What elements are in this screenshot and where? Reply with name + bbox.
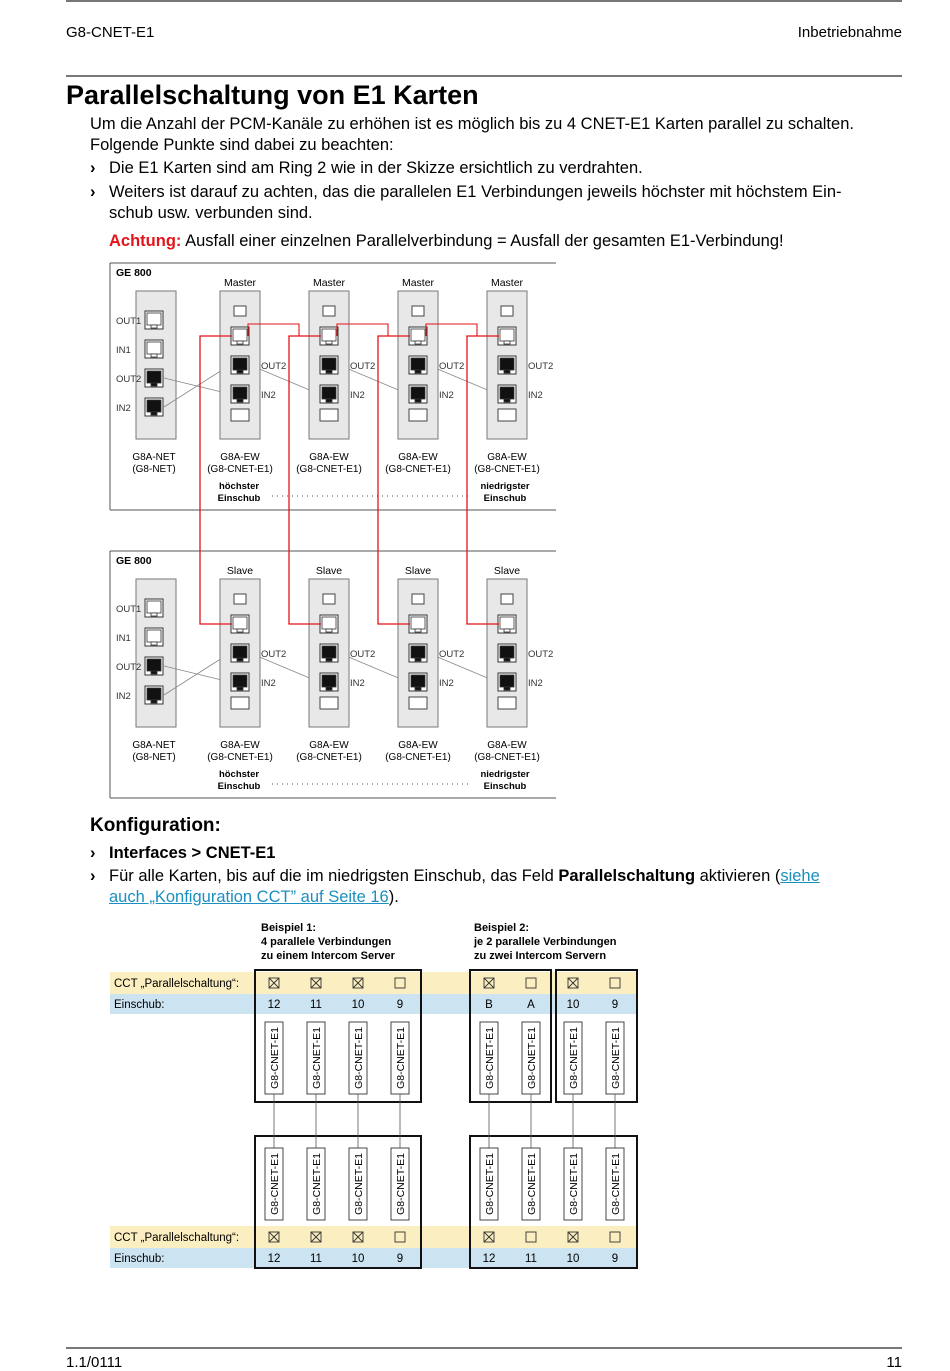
card-out2-label: OUT2	[439, 649, 465, 660]
slot-number: A	[527, 999, 535, 1011]
upper-card	[480, 1022, 498, 1094]
card-label: G8-CNET-E1	[484, 1153, 496, 1215]
slot-number: 9	[396, 1253, 404, 1265]
ew-card	[474, 277, 553, 475]
net-port	[145, 657, 163, 675]
net-port-label: IN1	[116, 633, 131, 644]
slot-number: 9	[396, 999, 404, 1011]
lower-card	[564, 1148, 582, 1220]
card-name: G8A-EW	[309, 452, 349, 463]
top-slot-row	[110, 994, 637, 1014]
parallel-example-diagram	[0, 915, 950, 1275]
card-led-block	[412, 594, 424, 604]
example2-heading: zu zwei Intercom Servern	[474, 950, 607, 962]
header-divider	[66, 75, 902, 77]
chevron-right-icon: ›	[90, 844, 96, 862]
example1-heading: Beispiel 1:	[261, 922, 317, 934]
card-label: G8-CNET-E1	[526, 1027, 538, 1089]
card-role-label: Master	[401, 277, 435, 289]
card-in2-label: IN2	[528, 390, 543, 401]
config-text: Für alle Karten, bis auf die im niedrigsten Einschub, das Feld	[109, 867, 559, 885]
card-role-label: Master	[223, 277, 257, 289]
card-in2-label: IN2	[439, 390, 454, 401]
card-port-ring	[409, 327, 427, 345]
card-name: G8A-EW	[487, 740, 527, 751]
net-port-label: IN1	[116, 345, 131, 356]
net-port	[145, 369, 163, 387]
card-label: G8-CNET-E1	[568, 1153, 580, 1215]
card-type: (G8-CNET-E1)	[474, 752, 540, 763]
lower-card	[606, 1148, 624, 1220]
net-port-label: OUT2	[116, 374, 142, 385]
lower-card	[480, 1148, 498, 1220]
card-role-label: Slave	[226, 565, 254, 577]
upper-card	[265, 1022, 283, 1094]
card-port-in2	[231, 385, 249, 403]
net-port-label: IN2	[116, 403, 131, 414]
net-port	[145, 340, 163, 358]
example2-heading: je 2 parallele Verbindungen	[474, 936, 617, 948]
card-role-label: Slave	[493, 565, 521, 577]
card-connector	[409, 409, 427, 421]
ew-card	[385, 277, 464, 475]
card-port-out2	[409, 644, 427, 662]
lower-card	[349, 1148, 367, 1220]
page-number: 11	[886, 1354, 902, 1371]
card-port-out2	[320, 644, 338, 662]
upper-card	[522, 1022, 540, 1094]
net-card-type: (G8-NET)	[132, 464, 176, 475]
card-in2-label: IN2	[350, 678, 365, 689]
card-name: G8A-EW	[398, 740, 438, 751]
net-port	[145, 599, 163, 617]
net-port	[145, 628, 163, 646]
card-type: (G8-CNET-E1)	[207, 464, 273, 475]
card-label: G8-CNET-E1	[353, 1027, 365, 1089]
ew-card	[207, 277, 286, 475]
header-doc-id: G8-CNET-E1	[66, 24, 155, 41]
intro-line-2: Folgende Punkte sind dabei zu beachten:	[90, 136, 394, 154]
slot-number: 10	[351, 1253, 365, 1265]
rack-label: GE 800	[116, 555, 152, 567]
config-text: aktivieren (	[695, 867, 781, 885]
slot-number: B	[485, 999, 493, 1011]
card-port-out2	[320, 356, 338, 374]
config-heading: Konfiguration:	[90, 815, 221, 836]
config-field-name: Parallelschaltung	[558, 867, 696, 885]
page-title: Parallelschaltung von E1 Karten	[66, 80, 479, 110]
card-led-block	[501, 594, 513, 604]
card-label: G8-CNET-E1	[526, 1153, 538, 1215]
config-link-cont[interactable]: auch „Konfiguration CCT” auf Seite 16	[109, 888, 389, 906]
card-port-ring	[409, 615, 427, 633]
lower-card	[522, 1148, 540, 1220]
lowest-slot-label: niedrigster	[480, 481, 530, 492]
net-card-name: G8A-NET	[132, 452, 176, 463]
bullet-text-cont: schub usw. verbunden sind.	[109, 204, 313, 222]
card-port-ring	[231, 327, 249, 345]
chevron-right-icon: ›	[90, 183, 96, 201]
net-port	[145, 311, 163, 329]
card-port-in2	[498, 385, 516, 403]
card-label: G8-CNET-E1	[269, 1153, 281, 1215]
net-port-label: OUT2	[116, 662, 142, 673]
ew-card	[296, 565, 375, 763]
slot-number: 11	[310, 999, 322, 1011]
slot-number: 11	[310, 1253, 322, 1265]
ew-card	[385, 565, 464, 763]
card-label: G8-CNET-E1	[395, 1027, 407, 1089]
card-connector	[231, 697, 249, 709]
upper-card	[391, 1022, 409, 1094]
wiring-diagram	[0, 255, 950, 810]
example2-heading: Beispiel 2:	[474, 922, 530, 934]
card-led-block	[234, 306, 246, 316]
example1-heading: 4 parallele Verbindungen	[261, 936, 392, 948]
card-port-ring	[498, 615, 516, 633]
card-port-ring	[320, 327, 338, 345]
lowest-slot-label-2: Einschub	[483, 781, 527, 792]
card-type: (G8-CNET-E1)	[296, 752, 362, 763]
upper-card	[349, 1022, 367, 1094]
card-connector	[498, 409, 516, 421]
card-label: G8-CNET-E1	[568, 1027, 580, 1089]
slot-row-label: Einschub:	[114, 1253, 165, 1265]
bullet-item	[90, 182, 905, 224]
card-name: G8A-EW	[220, 452, 260, 463]
warning-label: Achtung:	[109, 232, 182, 250]
config-link[interactable]: siehe	[780, 867, 820, 885]
bullet-text: Weiters ist darauf zu achten, das die parallelen E1 Verbindungen jeweils höchster mit höchstem Ein-	[109, 183, 842, 201]
card-port-ring	[320, 615, 338, 633]
net-port-label: OUT1	[116, 316, 142, 327]
highest-slot-label-2: Einschub	[217, 781, 261, 792]
card-label: G8-CNET-E1	[269, 1027, 281, 1089]
card-connector	[320, 697, 338, 709]
card-led-block	[412, 306, 424, 316]
net-port	[145, 686, 163, 704]
card-port-out2	[498, 356, 516, 374]
card-connector	[409, 697, 427, 709]
card-type: (G8-CNET-E1)	[385, 752, 451, 763]
config-path-rest: > CNET-E1	[186, 844, 276, 862]
card-label: G8-CNET-E1	[311, 1153, 323, 1215]
card-role-label: Master	[312, 277, 346, 289]
lower-card	[265, 1148, 283, 1220]
card-type: (G8-CNET-E1)	[296, 464, 362, 475]
card-port-ring	[231, 615, 249, 633]
slot-number: 12	[267, 999, 281, 1011]
card-label: G8-CNET-E1	[610, 1027, 622, 1089]
card-label: G8-CNET-E1	[484, 1027, 496, 1089]
lowest-slot-label-2: Einschub	[483, 493, 527, 504]
config-path-bold: Interfaces	[109, 844, 187, 862]
bottom-slot-row	[110, 1248, 637, 1268]
card-out2-label: OUT2	[261, 649, 287, 660]
card-role-label: Master	[490, 277, 524, 289]
footer-version: 1.1/0111	[66, 1354, 123, 1371]
warning	[109, 231, 909, 252]
card-port-in2	[320, 385, 338, 403]
card-port-out2	[409, 356, 427, 374]
card-in2-label: IN2	[350, 390, 365, 401]
header-section: Inbetriebnahme	[797, 24, 902, 41]
card-port-in2	[409, 673, 427, 691]
card-name: G8A-EW	[487, 452, 527, 463]
card-connector	[320, 409, 338, 421]
net-card-name: G8A-NET	[132, 740, 176, 751]
slot-number: 10	[566, 999, 580, 1011]
config-path	[90, 843, 905, 864]
card-out2-label: OUT2	[350, 361, 376, 372]
ew-card	[474, 565, 553, 763]
warning-text: Ausfall einer einzelnen Parallelverbindung = Ausfall der gesamten E1-Verbindung!	[185, 232, 784, 250]
card-type: (G8-CNET-E1)	[474, 464, 540, 475]
lowest-slot-label: niedrigster	[480, 769, 530, 780]
chevron-right-icon: ›	[90, 867, 96, 885]
card-out2-label: OUT2	[439, 361, 465, 372]
card-port-out2	[498, 644, 516, 662]
intro-line-1: Um die Anzahl der PCM-Kanäle zu erhöhen ist es möglich bis zu 4 CNET-E1 Karten parallel zu schalten.	[90, 115, 854, 133]
card-type: (G8-CNET-E1)	[385, 464, 451, 475]
config-instruction	[90, 866, 905, 908]
card-led-block	[501, 306, 513, 316]
ew-card	[207, 565, 286, 763]
card-port-ring	[498, 327, 516, 345]
rack-label: GE 800	[116, 267, 152, 279]
card-label: G8-CNET-E1	[395, 1153, 407, 1215]
upper-card	[307, 1022, 325, 1094]
card-port-out2	[231, 644, 249, 662]
example1-heading: zu einem Intercom Server	[261, 950, 395, 962]
upper-card	[606, 1022, 624, 1094]
net-port	[145, 398, 163, 416]
card-port-in2	[409, 385, 427, 403]
slot-number: 12	[267, 1253, 281, 1265]
card-name: G8A-EW	[398, 452, 438, 463]
card-in2-label: IN2	[439, 678, 454, 689]
highest-slot-label: höchster	[218, 481, 260, 492]
slot-number: 11	[525, 1253, 537, 1265]
bullet-item	[90, 158, 905, 179]
card-port-in2	[320, 673, 338, 691]
card-connector	[498, 697, 516, 709]
lower-card	[391, 1148, 409, 1220]
net-port-label: IN2	[116, 691, 131, 702]
card-name: G8A-EW	[309, 740, 349, 751]
card-led-block	[323, 306, 335, 316]
card-in2-label: IN2	[261, 678, 276, 689]
card-type: (G8-CNET-E1)	[207, 752, 273, 763]
slot-number: 9	[611, 999, 619, 1011]
card-role-label: Slave	[315, 565, 343, 577]
config-text: ).	[388, 888, 399, 906]
card-port-out2	[231, 356, 249, 374]
highest-slot-label: höchster	[218, 769, 260, 780]
bullet-text: Die E1 Karten sind am Ring 2 wie in der Skizze ersichtlich zu verdrahten.	[109, 159, 643, 177]
card-label: G8-CNET-E1	[311, 1027, 323, 1089]
card-out2-label: OUT2	[528, 649, 554, 660]
slot-number: 10	[566, 1253, 580, 1265]
card-out2-label: OUT2	[261, 361, 287, 372]
card-in2-label: IN2	[261, 390, 276, 401]
card-led-block	[323, 594, 335, 604]
card-out2-label: OUT2	[350, 649, 376, 660]
slot-number: 9	[611, 1253, 619, 1265]
card-led-block	[234, 594, 246, 604]
card-out2-label: OUT2	[528, 361, 554, 372]
highest-slot-label-2: Einschub	[217, 493, 261, 504]
ew-card	[296, 277, 375, 475]
card-port-in2	[231, 673, 249, 691]
upper-card	[564, 1022, 582, 1094]
cct-row-label: CCT „Parallelschaltung“:	[114, 1232, 240, 1244]
net-card-type: (G8-NET)	[132, 752, 176, 763]
card-connector	[231, 409, 249, 421]
page-footer	[66, 1347, 902, 1371]
card-label: G8-CNET-E1	[610, 1153, 622, 1215]
card-in2-label: IN2	[528, 678, 543, 689]
page-header	[66, 0, 902, 48]
card-role-label: Slave	[404, 565, 432, 577]
net-port-label: OUT1	[116, 604, 142, 615]
cct-row-label: CCT „Parallelschaltung“:	[114, 978, 240, 990]
card-port-in2	[498, 673, 516, 691]
slot-number: 10	[351, 999, 365, 1011]
card-label: G8-CNET-E1	[353, 1153, 365, 1215]
lower-card	[307, 1148, 325, 1220]
chevron-right-icon: ›	[90, 159, 96, 177]
slot-number: 12	[482, 1253, 496, 1265]
card-name: G8A-EW	[220, 740, 260, 751]
slot-row-label: Einschub:	[114, 999, 165, 1011]
